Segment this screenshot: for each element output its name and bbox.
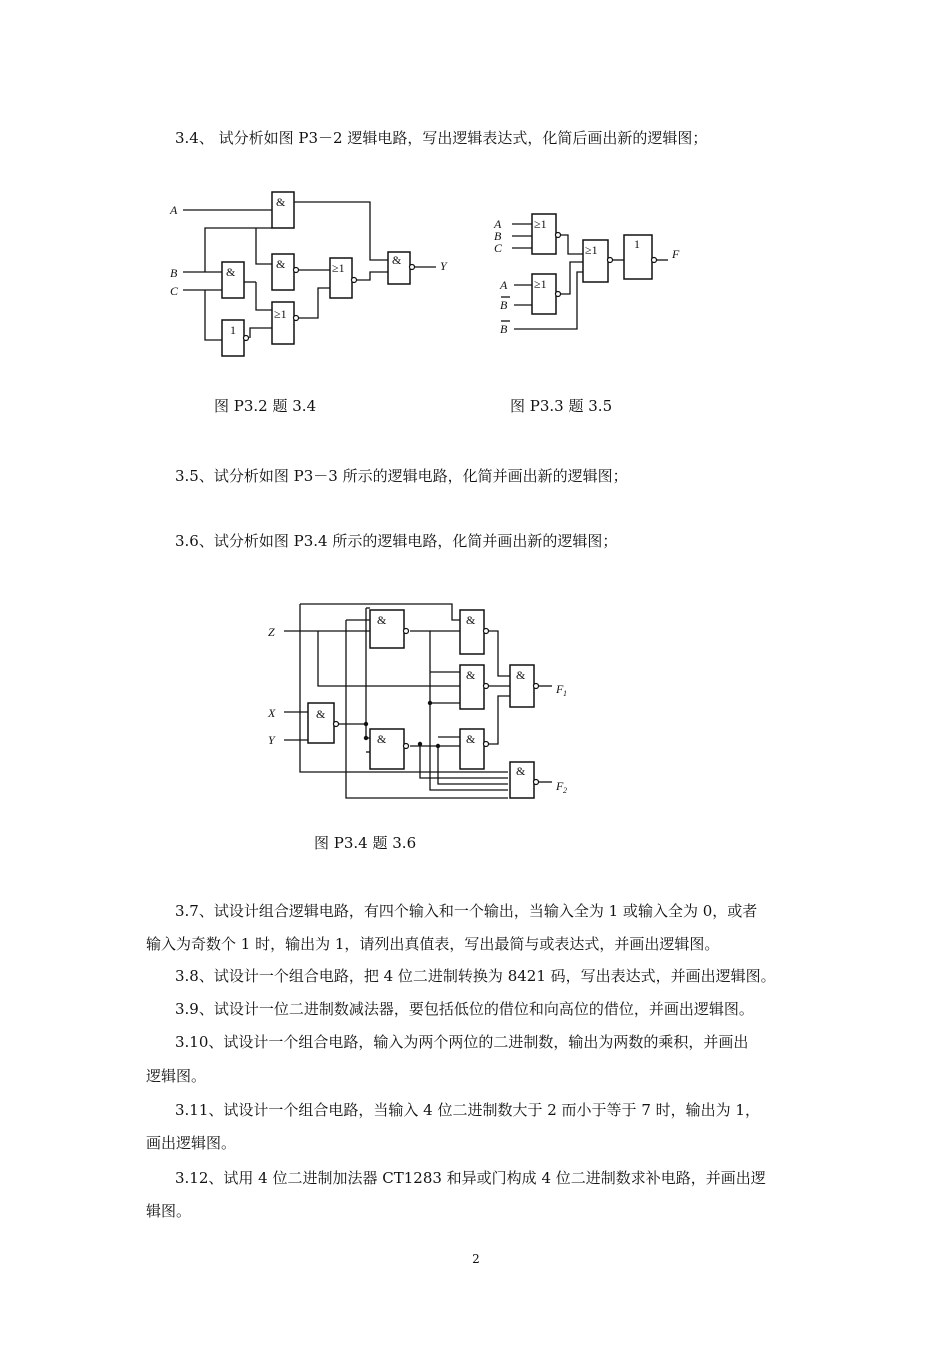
label-b: B	[170, 266, 178, 280]
gate-and-3-symbol: &	[276, 257, 286, 271]
p34-gate-6-symbol: &	[377, 732, 387, 746]
question-3-11-line-1: 3.11、试设计一个组合电路，当输入 4 位二进制数大于 2 而小于等于 7 时，输出为 1，	[175, 1101, 760, 1119]
label-f1-sub: 1	[563, 689, 567, 698]
gate-and-2-symbol: &	[226, 265, 236, 279]
figure-p3-4	[262, 596, 582, 806]
question-3-12-line-1: 3.12、试用 4 位二进制加法器 CT1283 和异或门构成 4 位二进制数求补电路，并画出逻	[175, 1169, 766, 1187]
figure-p3-2	[160, 190, 460, 365]
label-f2-sub: 2	[563, 786, 567, 795]
question-3-5: 3.5、试分析如图 P3－3 所示的逻辑电路，化简并画出新的逻辑图；	[175, 467, 628, 485]
p34-gate-1-symbol: &	[377, 613, 387, 627]
gate-and-1-symbol: &	[276, 195, 286, 209]
gate-or-b-symbol: ≥1	[534, 277, 547, 291]
label-c: C	[170, 284, 179, 298]
label-a-bottom: A	[500, 278, 508, 292]
label-x: X	[268, 706, 276, 720]
p34-gate-3-symbol: &	[466, 668, 476, 682]
question-3-6: 3.6、试分析如图 P3.4 所示的逻辑电路，化简并画出新的逻辑图；	[175, 532, 618, 550]
gate-or-2-symbol: ≥1	[332, 261, 345, 275]
label-f: F	[672, 247, 680, 261]
label-z: Z	[268, 625, 275, 639]
question-3-9: 3.9、试设计一位二进制数减法器，要包括低位的借位和向高位的借位，并画出逻辑图。	[175, 1000, 754, 1018]
p34-gate-4-symbol: &	[516, 668, 526, 682]
question-3-10-line-2: 逻辑图。	[146, 1067, 207, 1085]
gate-not-symbol: 1	[634, 237, 640, 251]
caption-p3-2: 图 P3.2 题 3.4	[214, 397, 317, 415]
label-a: A	[170, 203, 178, 217]
label-a-top: A	[494, 217, 502, 231]
gate-or-1-symbol: ≥1	[274, 307, 287, 321]
p34-gate-2-symbol: &	[466, 613, 476, 627]
question-3-7-line-1: 3.7、试设计组合逻辑电路，有四个输入和一个输出，当输入全为 1 或输入全为 0，或者	[175, 902, 758, 920]
gate-or-a-symbol: ≥1	[534, 217, 547, 231]
label-b-not-2: B	[500, 322, 508, 336]
caption-p3-4: 图 P3.4 题 3.6	[314, 834, 417, 852]
question-3-4: 3.4、 试分析如图 P3－2 逻辑电路，写出逻辑表达式，化简后画出新的逻辑图；	[175, 129, 708, 147]
gate-or-c-symbol: ≥1	[585, 243, 598, 257]
label-c-top: C	[494, 241, 503, 255]
page-number: 2	[472, 1252, 480, 1266]
question-3-7-line-2: 输入为奇数个 1 时，输出为 1，请列出真值表，写出最简与或表达式，并画出逻辑图。	[146, 935, 720, 953]
question-3-12-line-2: 辑图。	[146, 1202, 192, 1220]
label-f2: F	[556, 779, 564, 793]
figure-p3-3	[490, 205, 690, 340]
question-3-11-line-2: 画出逻辑图。	[146, 1134, 237, 1152]
label-b-top: B	[494, 229, 502, 243]
p34-gate-5-symbol: &	[316, 707, 326, 721]
label-y-in: Y	[268, 733, 275, 747]
p34-gate-8-symbol: &	[516, 764, 526, 778]
question-3-10-line-1: 3.10、试设计一个组合电路，输入为两个两位的二进制数，输出为两数的乘积，并画出	[175, 1033, 749, 1051]
caption-p3-3: 图 P3.3 题 3.5	[510, 397, 613, 415]
label-b-not-1: B	[500, 298, 508, 312]
question-3-8: 3.8、试设计一个组合电路，把 4 位二进制转换为 8421 码，写出表达式，并画出逻辑图。	[175, 967, 776, 985]
label-y: Y	[440, 259, 447, 273]
gate-and-4-symbol: &	[392, 253, 402, 267]
label-f1: F	[556, 682, 564, 696]
gate-not-1-symbol: 1	[230, 323, 236, 337]
p34-gate-7-symbol: &	[466, 732, 476, 746]
